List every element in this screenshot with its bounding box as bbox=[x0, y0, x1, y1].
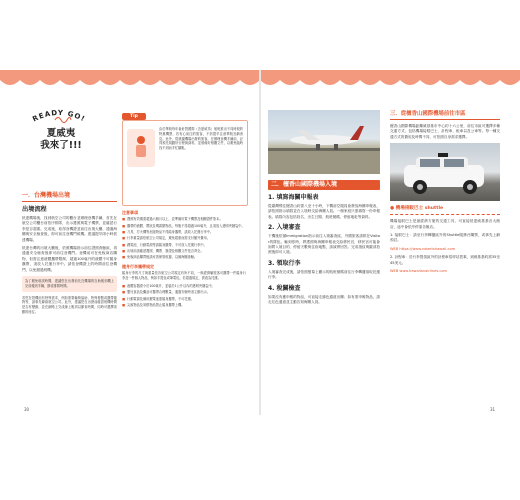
shuttle-title: ● 機場接駁巴士 shuttle bbox=[390, 205, 500, 215]
paragraph-note: 若您在搭機前有特殊需求，例如需要輪椅協助、特殊餐點或攜帶寵物等，請事先聯絡航空公司。此外，建議您在出發前確認班機時間是否有變動，並在網路上完成線上報到以節省時間，同時可選擇喜歡的座位。 bbox=[22, 295, 117, 315]
shuttle-link-1[interactable]: WEB https://www.robertshawaii.com bbox=[390, 246, 456, 251]
carry-on-item: ■ 液體容器需小於100毫升，並裝於1公升以內的透明夾鏈袋中。 bbox=[122, 283, 215, 288]
note-item: ■ 護照有效期需超過六個月以上，並準備好電子機票及相關證件影本。 bbox=[122, 217, 223, 222]
note-item: ■ 攜帶的液體、膠狀及噴霧類物品，每瓶不得超過100毫升，且須放入透明夾鏈袋中。 bbox=[122, 223, 245, 228]
step-text-2: 下機後依循Immigration指示前往入境審查區，外國旅客請排在Visitor的隊伍。輪到你時，將護照與海關申報表交給移民官，移民官可能會詢問入境目的、停留天數與住宿地點，請誠實回答。完成指紋與臉部拍照後即可入境。 bbox=[268, 234, 380, 255]
note-item: ■ 行李重量請依航空公司規定，避免超重而需支付額外費用。 bbox=[122, 236, 210, 241]
carry-on-title: 隨身行李攜帶規定 bbox=[122, 263, 154, 269]
taxi-photo bbox=[390, 143, 500, 201]
shuttle-link-2[interactable]: WEB www.hawaiianairlines.com bbox=[390, 269, 448, 274]
shuttle-text: 機場接駁巴士是最經濟方便的交通工具，可直接抵達威基基各大飯店，途中會依序停靠各飯店。 bbox=[390, 219, 500, 229]
note-item: ■ 刀具、打火機等危險物品不得隨身攜帶，請放入托運行李中。 bbox=[122, 230, 214, 234]
subsection-title: 出境流程 bbox=[22, 206, 47, 213]
tip-box bbox=[122, 114, 248, 206]
step-title-3: 3. 領取行李 bbox=[268, 259, 301, 267]
step-text-4: 如果沒有應申報的物品，可直接走綠色通道出關；如有需申報物品，請走紅色通道並主動告知海關人員。 bbox=[268, 294, 380, 305]
step-text-3: 入境審查完成後，請依照螢幕上顯示的航班號碼前往行李轉盤領取託運行李。 bbox=[268, 269, 380, 280]
section-title-arrival: 二．檀香山國際機場入境 bbox=[268, 180, 380, 190]
transport-column bbox=[390, 110, 500, 277]
section-title-departure: 一．台灣機場出境 bbox=[22, 192, 117, 202]
ready-go-text: READY GO! bbox=[31, 108, 87, 124]
quote-text: 為了避免耽誤時間，建議您在出發前先在機場的自助報到機上完成報到手續，節省排隊時間。 bbox=[25, 279, 114, 288]
carry-on-text: 隨身行李的尺寸與重量依各航空公司規定有所不同，一般經濟艙旅客可攜帶一件隨身行李及一件個人物品，例如手提包或筆電包。若超過規定，需改為托運。 bbox=[122, 271, 246, 281]
step-title-1: 1. 填寫海關申報表 bbox=[268, 194, 319, 201]
page-number-right: 31 bbox=[490, 407, 496, 412]
notes-list bbox=[122, 217, 246, 260]
paragraph-departure-1: 抵達機場後，找到航空公司的櫃台並辦理登機手續，首先在航空公司櫃台前依序排隊，出示護照與電子機票，並確認行李是否超重。完成後，取得登機證並前往出境大廳，通過海關與安全檢查後，即可前往登機門候機。建議提早兩小時抵達機場。 bbox=[22, 216, 117, 242]
taxi-icon bbox=[390, 143, 500, 201]
carry-on-item: ■ 嬰兒食品及藥品可攜帶合理數量，通過安檢時須主動出示。 bbox=[122, 290, 210, 295]
traveler-icon bbox=[131, 135, 151, 161]
page-number-left: 30 bbox=[24, 407, 30, 412]
left-page bbox=[22, 92, 254, 422]
carry-on-item: ■ 行動電源及備用鋰電池需隨身攜帶，不可托運。 bbox=[122, 296, 194, 301]
transport-intro: 檀香山國際機場距離威基基市中心約十六公里，前往市區可選擇多種交通方式，包括機場接駁巴士、計程車、租車以及公車等。每一種交通方式的費用及時間不同，可依照自身需求選擇。 bbox=[390, 124, 500, 139]
page-heading: 夏威夷 我來了!!! bbox=[40, 128, 82, 151]
shuttle-item-2: 2. 計程車：於行李提領區外的計程車招呼站搭乘，到威基基約需35至45美元。 bbox=[390, 255, 500, 265]
notes-column bbox=[122, 210, 246, 309]
arrival-column bbox=[268, 180, 380, 308]
airplane-icon bbox=[268, 110, 380, 174]
note-item: ■ 出境前請確認護照、機票、簽證及相關文件是否齊全。 bbox=[122, 248, 204, 253]
note-item: ■ 免稅商品購買後請妥善保管收據，以備海關查驗。 bbox=[122, 255, 198, 260]
tip-text: 由於華航每年會針對國際（含夏威夷）航班推出不同時段的特惠機票，若有心前往的旅客，不妨提早注意華航官網消息。此外，從桃園機場出發的旅客，在辦理登機手續前，記得預先規劃好行程與資料，並預備好相關文件，以避免臨時找不到而手忙腳亂。 bbox=[159, 127, 243, 151]
shuttle-item-1: 1. 接駁巴士：請至行李轉盤區外的Shuttle服務台購票，或事先上網預訂。 bbox=[390, 233, 500, 243]
carry-on-list bbox=[122, 284, 246, 308]
step-text-1: 從臺灣飛往檀香山約需八至十小時，下機前空服員會發放海關申報表，請依照指示填寫並在入境時交給海關人員。一個家庭只需填寫一份申報表。填寫內容包括姓名、出生日期、航班號碼、停留地址等資料。 bbox=[268, 204, 380, 219]
squiggle-icon bbox=[54, 115, 72, 125]
note-item: ■ 鋰電池、行動電源等請隨身攜帶，不可放入托運行李中。 bbox=[122, 242, 207, 247]
paragraph-departure-2: 抵達台灣的出境大廳後，依照機場指示前往證照查驗區，再通過安全檢查後即可前往登機門。登機前可在免稅商店購物，但需注意液體攜帶限制，超過100毫升的液體不可隨身攜帶，須放入托運行李中。請依登機證上的時間前往登機門，以免錯過班機。 bbox=[22, 246, 117, 272]
airport-photo bbox=[268, 110, 380, 174]
carry-on-item: ■ 尖銳物品及易燃物品禁止隨身攜帶上機。 bbox=[122, 302, 185, 307]
step-title-2: 2. 入境審查 bbox=[268, 224, 301, 232]
quote-box bbox=[22, 276, 117, 292]
section-title-transport: 三．從檀香山國際機場前往市區 bbox=[390, 110, 500, 120]
right-page bbox=[268, 92, 500, 422]
notes-title: 注意事項 bbox=[122, 210, 138, 215]
tip-label: Tip bbox=[122, 113, 146, 120]
step-title-4: 4. 稅關檢查 bbox=[268, 284, 301, 292]
page-gutter bbox=[259, 70, 261, 415]
left-column bbox=[22, 192, 117, 318]
